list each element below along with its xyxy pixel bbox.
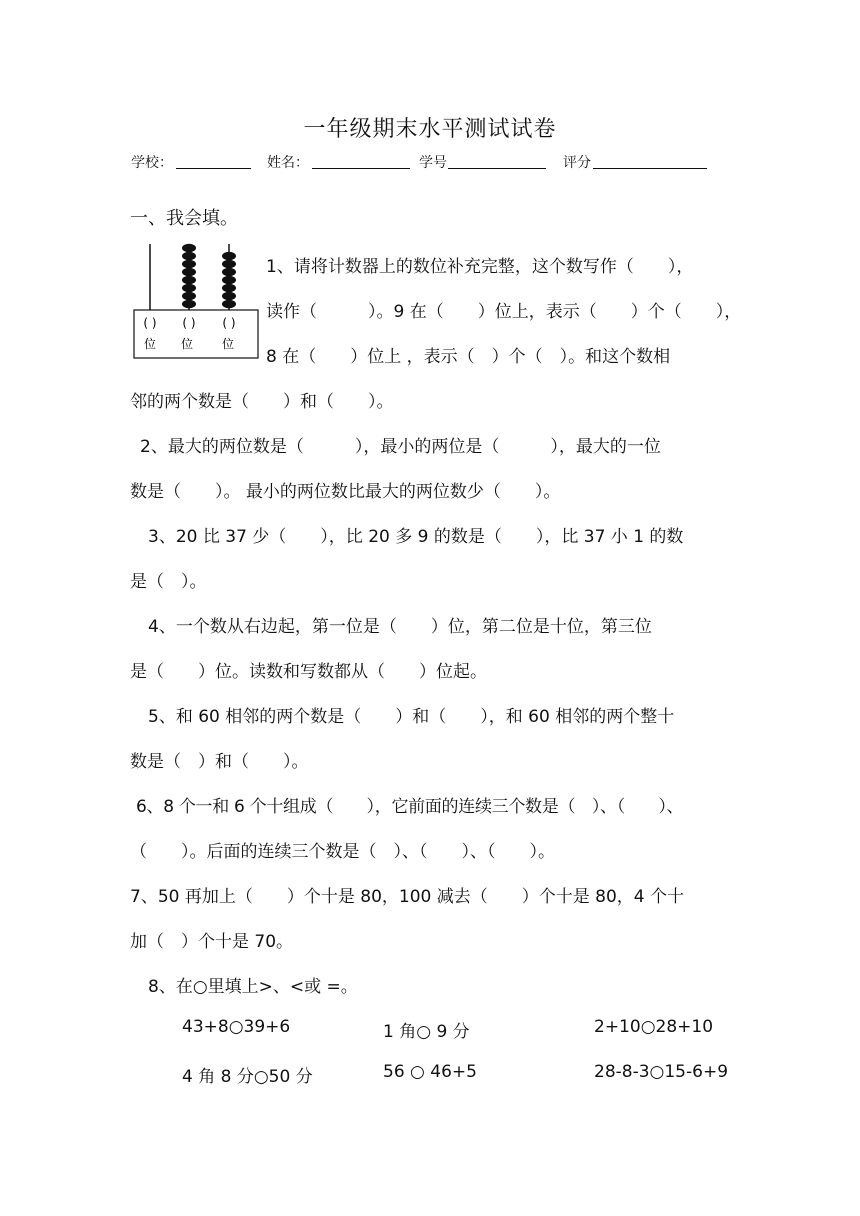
compare-item-4: 4 角 8 分○50 分 xyxy=(182,1067,313,1087)
q3-line-2: 是（ ）。 xyxy=(130,572,207,592)
q2-line-2: 数是（ ）。 最小的两位数比最大的两位数少（ ）。 xyxy=(130,482,561,502)
q4-line-2: 是（ ）位。读数和写数都从（ ）位起。 xyxy=(130,662,487,682)
compare-item-1: 43+8○39+6 xyxy=(182,1017,291,1037)
q6-line-1: 6、8 个一和 6 个十组成（ ），它前面的连续三个数是（ ）、（ ）、 xyxy=(136,797,684,817)
q1-line-4: 邻的两个数是（ ）和（ ）。 xyxy=(130,392,394,412)
compare-item-6: 28-8-3○15-6+9 xyxy=(594,1062,729,1082)
abacus-label-3: ( ) xyxy=(222,316,236,330)
number-label: 学号 xyxy=(419,155,447,171)
compare-item-5: 56 ○ 46+5 xyxy=(383,1062,477,1082)
abacus-beads-tens xyxy=(182,244,196,309)
q1-line-1: 1、请将计数器上的数位补充完整，这个数写作（ ）， xyxy=(266,257,694,277)
abacus-unit-2: 位 xyxy=(180,337,194,351)
abacus-label-2: ( ) xyxy=(182,316,196,330)
section-title: 一、我会填。 xyxy=(130,208,238,229)
q7-line-1: 7、50 再加上（ ）个十是 80，100 减去（ ）个十是 80，4 个十 xyxy=(130,887,684,907)
abacus-unit-3: 位 xyxy=(221,337,235,351)
abacus-unit-1: 位 xyxy=(143,337,157,351)
abacus-figure xyxy=(132,240,262,360)
number-blank xyxy=(448,168,546,169)
q8-line-1: 8、在○里填上>、<或 =。 xyxy=(148,977,358,997)
abacus-label-1: ( ) xyxy=(143,316,157,330)
q2-line-1: 2、最大的两位数是（ ），最小的两位是（ ），最大的一位 xyxy=(140,437,661,457)
school-blank xyxy=(176,168,251,169)
q5-line-1: 5、和 60 相邻的两个数是（ ）和（ ），和 60 相邻的两个整十 xyxy=(148,707,675,727)
compare-item-3: 2+10○28+10 xyxy=(594,1017,714,1037)
score-label: 评分 xyxy=(563,155,591,171)
school-label: 学校： xyxy=(131,155,173,171)
abacus-beads-ones xyxy=(222,252,236,309)
name-blank xyxy=(312,168,410,169)
q6-line-2: （ ）。后面的连续三个数是（ ）、（ ）、（ ）。 xyxy=(130,842,555,862)
q5-line-2: 数是（ ）和（ ）。 xyxy=(130,752,309,772)
score-blank xyxy=(593,168,707,169)
q1-line-3: 8 在（ ）位上 ，表示（ ）个（ ）。和这个数相 xyxy=(266,347,671,367)
page-title: 一年级期末水平测试试卷 xyxy=(303,117,557,142)
q4-line-1: 4、一个数从右边起，第一位是（ ）位，第二位是十位，第三位 xyxy=(148,617,652,637)
name-label: 姓名： xyxy=(267,155,309,171)
q1-line-2: 读作（ ）。9 在（ ）位上，表示（ ）个（ ）， xyxy=(266,302,742,322)
compare-item-2: 1 角○ 9 分 xyxy=(383,1022,470,1042)
q3-line-1: 3、20 比 37 少（ ），比 20 多 9 的数是（ ），比 37 小 1 的数 xyxy=(148,527,684,547)
q7-line-2: 加（ ）个十是 70。 xyxy=(130,932,294,952)
